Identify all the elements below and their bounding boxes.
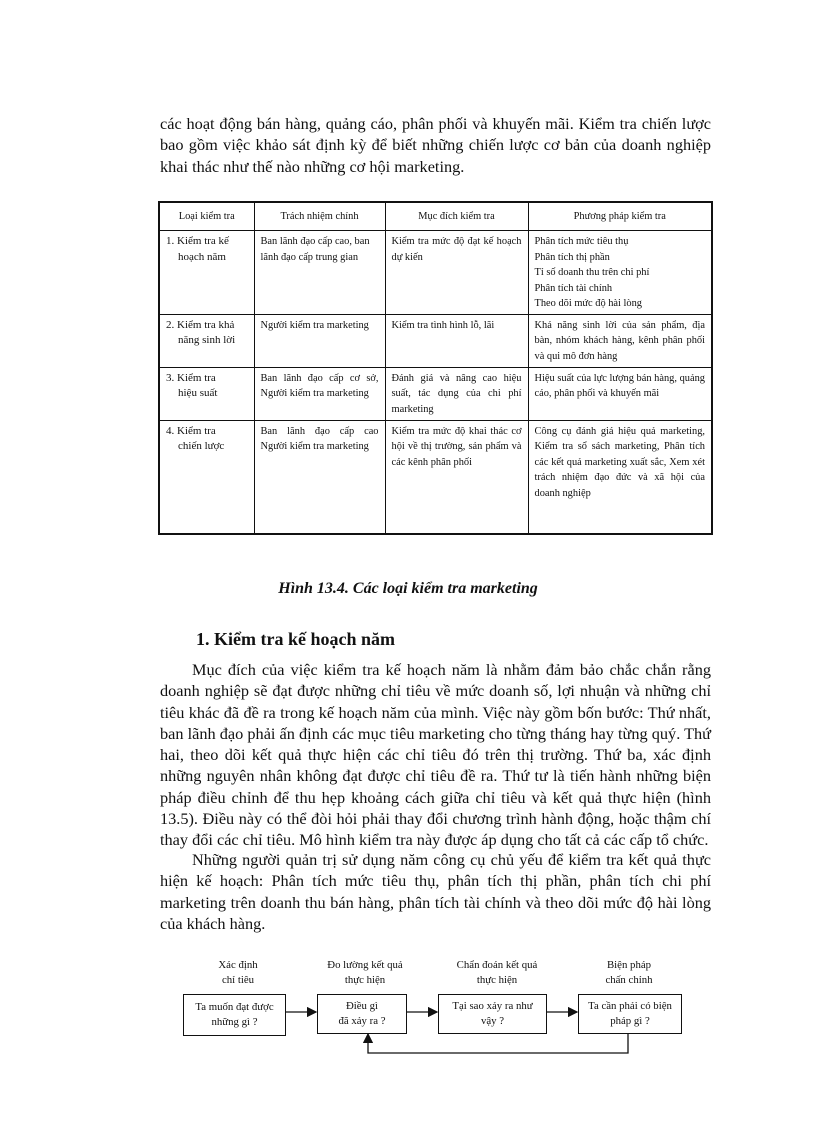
step-box — [578, 994, 682, 1034]
control-type-cell — [159, 420, 254, 534]
control-type-cell — [159, 367, 254, 420]
table-row — [159, 420, 712, 534]
step-label-line: Xác định — [218, 959, 258, 971]
table-header-cell: Mục đích kiểm tra — [385, 202, 528, 231]
purpose-cell: Kiểm tra mức độ khai thác cơ hội về thị trường, sản phẩm và các kênh phân phối — [385, 420, 528, 534]
section-heading: 1. Kiểm tra kế hoạch năm — [196, 629, 395, 649]
control-types-table — [158, 201, 713, 535]
purpose-cell: Kiểm tra tình hình lỗ, lãi — [385, 314, 528, 367]
method-line: Công cụ đánh giá hiệu quả marketing, Kiểm tra sổ sách marketing, Phân tích các kết quả marketing xuất sắc, Xem xét trách nhiệm đạo đức và xã hội của doanh nghiệp — [534, 425, 705, 499]
step-box-line: đã xảy ra ? — [338, 1015, 386, 1027]
responsibility-cell: Ban lãnh đạo cấp cơ sở, Người kiểm tra marketing — [254, 367, 385, 420]
step-box-line: vậy ? — [480, 1015, 505, 1027]
control-type-line: 4. Kiểm tra — [166, 424, 216, 437]
control-type-cell — [159, 314, 254, 367]
control-type-line: chiến lược — [178, 440, 225, 452]
control-type-line: 1. Kiểm tra kế — [166, 235, 229, 247]
step-label-line: Biện pháp — [606, 959, 652, 971]
purpose-cell: Đánh giá và nâng cao hiệu suất, tác dụng của chi phí marketing — [385, 367, 528, 420]
step-box-line: Tại sao xảy ra như — [452, 1000, 533, 1012]
step-label-line: Chẩn đoán kết quả — [456, 959, 538, 971]
step-box — [183, 994, 286, 1036]
method-line: Theo dõi mức độ hài lòng — [534, 298, 642, 309]
control-type-line: 2. Kiểm tra khả — [166, 318, 235, 331]
control-process-diagram — [183, 958, 693, 1068]
step-box-line: pháp gì ? — [610, 1015, 650, 1027]
step-box — [317, 994, 407, 1034]
step-label — [183, 958, 293, 988]
responsibility-cell: Người kiểm tra marketing — [254, 314, 385, 367]
step-label-line: chỉ tiêu — [221, 974, 255, 986]
figure-caption: Hình 13.4. Các loại kiểm tra marketing — [278, 580, 538, 597]
table-row — [159, 231, 712, 315]
control-type-line: hiệu suất — [178, 387, 218, 399]
methods-cell — [528, 314, 712, 367]
step-label-line: chấn chỉnh — [605, 974, 653, 986]
control-type-line: năng sinh lời — [178, 334, 236, 346]
step-label — [577, 958, 681, 988]
step-box-line: Ta muốn đạt được — [195, 1001, 274, 1013]
methods-cell — [528, 420, 712, 534]
table-header-row — [159, 202, 712, 231]
method-line: Hiệu suất của lực lượng bán hàng, quảng cáo, phân phối và khuyến mãi — [534, 372, 705, 399]
step-label-line: thực hiện — [344, 974, 386, 986]
control-type-line: 3. Kiểm tra — [166, 371, 216, 384]
method-line: Khả năng sinh lời của sản phẩm, địa bàn, nhóm khách hàng, kênh phân phối và qui mô đơn hàng — [534, 319, 705, 362]
step-box-line: Điều gì — [345, 1000, 379, 1012]
table-row — [159, 314, 712, 367]
step-box — [438, 994, 547, 1034]
method-line: Phân tích tài chính — [534, 282, 613, 294]
control-type-cell — [159, 231, 254, 315]
step-box-line: những gì ? — [211, 1016, 258, 1028]
table-header-cell: Trách nhiệm chính — [254, 202, 385, 231]
responsibility-cell: Ban lãnh đạo cấp cao Người kiểm tra marketing — [254, 420, 385, 534]
method-line: Phân tích mức tiêu thụ — [534, 236, 629, 247]
methods-cell — [528, 231, 712, 315]
methods-cell — [528, 367, 712, 420]
table-row — [159, 367, 712, 420]
method-line: Tỉ số doanh thu trên chi phí — [534, 267, 650, 278]
table-header-cell: Loại kiểm tra — [159, 202, 254, 231]
intro-paragraph: các hoạt động bán hàng, quảng cáo, phân phối và khuyến mãi. Kiểm tra chiến lược bao gồm việc khảo sát định kỳ để biết những chiến lược cơ bản của doanh nghiệp khai thác như thế nào những cơ hội marketing. — [160, 114, 711, 176]
purpose-cell: Kiểm tra mức độ đạt kế hoạch dự kiến — [385, 231, 528, 315]
responsibility-cell: Ban lãnh đạo cấp cao, ban lãnh đạo cấp trung gian — [254, 231, 385, 315]
step-box-line: Ta cần phải có biện — [588, 1000, 672, 1012]
step-label-line: Đo lường kết quả — [327, 959, 403, 971]
step-label — [439, 958, 555, 988]
step-label-line: thực hiện — [476, 974, 518, 986]
body-paragraph: Những người quản trị sử dụng năm công cụ chủ yếu để kiểm tra kết quả thực hiện kế hoạch: Phân tích mức tiêu thụ, phân tích thị phần, phân tích chi phí marketing trên doanh thu bán hàng, phân tích tài chính và theo dõi mức độ hài lòng của khách hàng. — [160, 850, 711, 933]
method-line: Phân tích thị phần — [534, 251, 610, 263]
table-header-cell: Phương pháp kiểm tra — [528, 202, 712, 231]
control-type-line: hoạch năm — [178, 250, 226, 263]
step-label — [309, 958, 421, 988]
body-paragraph: Mục đích của việc kiểm tra kế hoạch năm là nhằm đảm bảo chắc chắn rằng doanh nghiệp sẽ đạt được những chỉ tiêu về mức doanh số, lợi nhuận và những chỉ tiêu khác đã đề ra trong kế hoạch năm của mình. Việc này gồm bốn bước: Thứ nhất, ban lãnh đạo phải ấn định các mục tiêu marketing cho từng tháng hay từng quý. Thứ hai, theo dõi kết quả thực hiện các chỉ tiêu đó trên thị trường. Thứ ba, xác định những nguyên nhân không đạt được chỉ tiêu đề ra. Thứ tư là tiến hành những biện pháp điều chỉnh để thu hẹp khoảng cách giữa chỉ tiêu và kết quả thực hiện (hình 13.5). Điều này có thể đòi hỏi phải thay đổi chương trình hành động, hoặc thậm chí thay đổi các chỉ tiêu. Mô hình kiểm tra này được áp dụng cho tất cả các cấp tổ chức. — [160, 660, 711, 850]
